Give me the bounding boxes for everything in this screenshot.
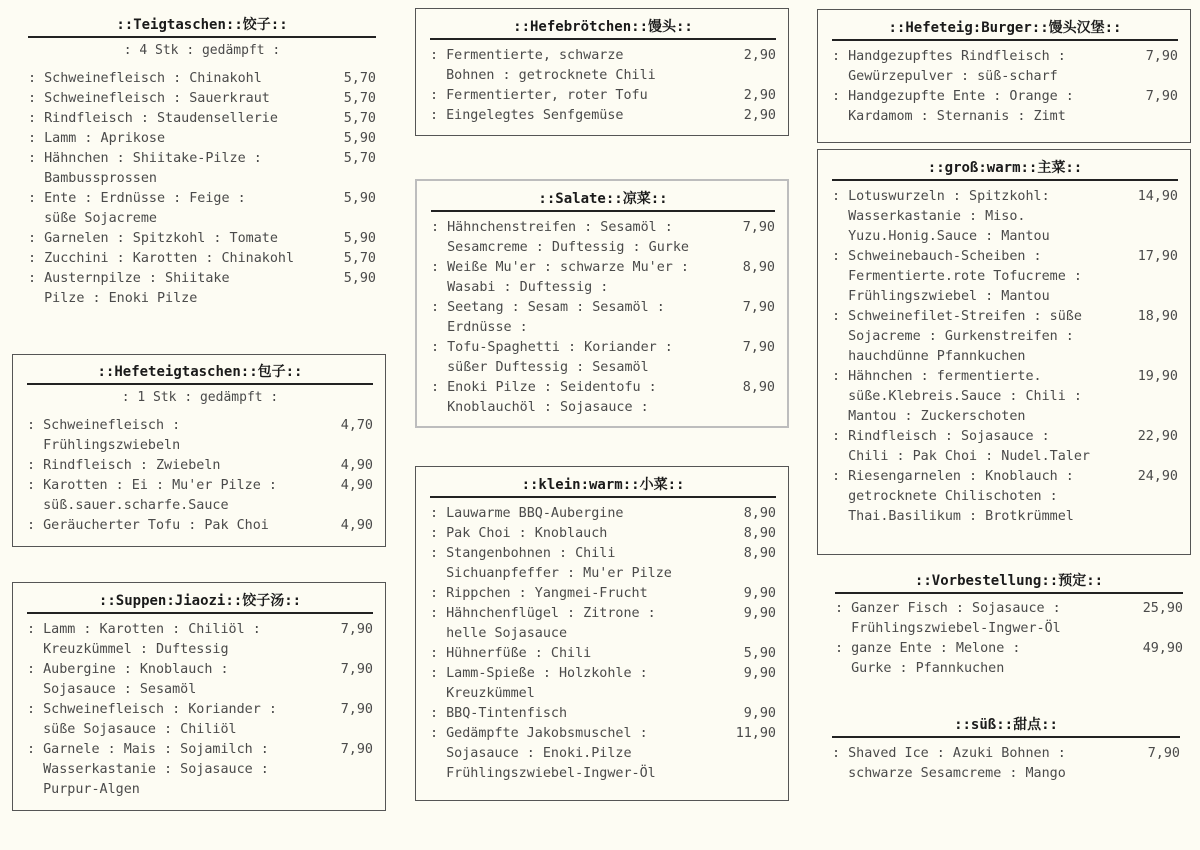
item-price: 7,90 [340,742,373,757]
item-price: 8,90 [743,546,776,561]
item-description: Hähnchen : fermentierte. süße.Klebreis.Sauce : Chili : Mantou : Zuckerschoten [848,369,1082,424]
item-description: Handgezupfte Ente : Orange : Kardamom : Sternanis : Zimt [848,89,1074,124]
menu-item [832,87,1178,127]
item-price: 7,90 [340,662,373,677]
item-description: Garnele : Mais : Sojamilch : Wasserkastanie : Sojasauce : Purpur-Algen [43,742,269,797]
item-bullet: : [27,622,44,637]
item-bullet: : [27,742,44,757]
item-description: Garnelen : Spitzkohl : Tomate [44,231,278,246]
item-price: 7,90 [340,622,373,637]
item-price: 5,90 [343,131,376,146]
menu-item [28,269,376,309]
item-description: Lamm : Aprikose [44,131,166,146]
menu-item [27,516,373,536]
item-description: Hühnerfüße : Chili [446,646,592,661]
item-description: Eingelegtes Senfgemüse [446,108,624,123]
item-price: 5,70 [343,251,376,266]
item-description: Lotuswurzeln : Spitzkohl: Wasserkastanie : Miso. Yuzu.Honig.Sauce : Mantou [848,189,1050,244]
item-bullet: : [430,706,447,721]
menu-item [430,106,776,126]
item-description: Seetang : Sesam : Sesamöl : Erdnüsse : [447,300,665,335]
menu-item [430,704,776,724]
section-title: ::Hefeteigtaschen::包子:: [27,363,373,385]
item-bullet: : [28,91,45,106]
menu-item [28,109,376,129]
item-price: 2,90 [743,108,776,123]
menu-item [430,604,776,644]
item-price: 18,90 [1137,309,1178,324]
item-description: Fermentierte, schwarze Bohnen : getrocknete Chili [446,48,656,83]
item-bullet: : [430,606,447,621]
menu-item [832,47,1178,87]
section-gross-warm [817,149,1191,555]
menu-item [835,639,1183,679]
item-description: Ente : Erdnüsse : Feige : süße Sojacreme [44,191,246,226]
item-bullet: : [431,260,448,275]
item-price: 2,90 [743,88,776,103]
item-description: Tofu-Spaghetti : Koriander : süßer Duftessig : Sesamöl [447,340,673,375]
menu-item [430,664,776,704]
menu-item [27,476,373,516]
item-price: 22,90 [1137,429,1178,444]
item-description: Rindfleisch : Sojasauce : Chili : Pak Choi : Nudel.Taler [848,429,1090,464]
item-price: 17,90 [1137,249,1178,264]
menu-item [430,584,776,604]
item-bullet: : [27,518,44,533]
item-description: Schweinefilet-Streifen : süße Sojacreme : Gurkenstreifen : hauchdünne Pfannkuchen [848,309,1082,364]
item-bullet: : [430,726,447,741]
item-bullet: : [430,88,447,103]
item-bullet: : [835,601,852,616]
menu-item [28,189,376,229]
menu-item [28,89,376,109]
item-description: Austernpilze : Shiitake Pilze : Enoki Pilze [44,271,230,306]
section-title: ::Hefebrötchen::馒头:: [430,18,776,40]
item-description: Fermentierter, roter Tofu [446,88,648,103]
section-suppen [12,582,386,811]
section-salate [415,179,789,428]
menu-item [430,46,776,86]
menu-item [835,599,1183,639]
item-price: 2,90 [743,48,776,63]
item-description: Weiße Mu'er : schwarze Mu'er : Wasabi : Duftessig : [447,260,689,295]
item-description: ganze Ente : Melone : Gurke : Pfannkuchen [851,641,1021,676]
section-title: ::Salate::凉菜:: [431,190,775,212]
item-price: 4,90 [340,478,373,493]
item-price: 5,70 [343,71,376,86]
item-bullet: : [28,71,45,86]
item-bullet: : [431,340,448,355]
item-price: 8,90 [742,260,775,275]
item-bullet: : [28,191,45,206]
menu-item [431,218,775,258]
item-description: Riesengarnelen : Knoblauch : getrocknete Chilischoten : Thai.Basilikum : Brotkrümmel [848,469,1074,524]
item-bullet: : [27,702,44,717]
item-price: 49,90 [1142,641,1183,656]
item-price: 9,90 [743,586,776,601]
section-title: ::Hefeteig:Burger::馒头汉堡:: [832,19,1178,41]
item-list [431,218,775,418]
item-bullet: : [27,418,44,433]
item-description: Ganzer Fisch : Sojasauce : Frühlingszwiebel-Ingwer-Öl [851,601,1061,636]
item-price: 19,90 [1137,369,1178,384]
item-description: Schweinefleisch : Frühlingszwiebeln [43,418,181,453]
item-bullet: : [832,309,849,324]
item-description: BBQ-Tintenfisch [446,706,568,721]
item-description: Geräucherter Tofu : Pak Choi [43,518,269,533]
menu-item [832,427,1178,467]
section-vorbestellung [835,572,1183,679]
item-bullet: : [28,251,45,266]
item-price: 24,90 [1137,469,1178,484]
item-bullet: : [431,220,448,235]
item-description: Rippchen : Yangmei-Frucht [446,586,648,601]
item-bullet: : [27,478,44,493]
item-bullet: : [835,641,852,656]
item-price: 7,90 [742,340,775,355]
item-list [430,504,776,784]
section-title: ::klein:warm::小菜:: [430,476,776,498]
menu-item [430,544,776,584]
item-bullet: : [430,108,447,123]
menu-item [27,620,373,660]
section-subtitle: : 1 Stk : gedämpft : [121,390,279,405]
section-subtitle: : 4 Stk : gedämpft : [123,43,281,58]
item-description: Handgezupftes Rindfleisch : Gewürzepulver : süß-scharf [848,49,1066,84]
item-description: Hähnchenflügel : Zitrone : helle Sojasauce [446,606,656,641]
item-price: 5,90 [343,271,376,286]
item-price: 7,90 [742,220,775,235]
item-bullet: : [832,469,849,484]
menu-item [430,504,776,524]
item-bullet: : [28,151,45,166]
menu-item [832,367,1178,427]
menu-item [28,149,376,189]
item-description: Lamm : Karotten : Chiliöl : Kreuzkümmel : Duftessig [43,622,261,657]
item-description: Stangenbohnen : Chili Sichuanpfeffer : Mu'er Pilze [446,546,672,581]
menu-item [832,744,1180,784]
menu-item [431,298,775,338]
section-burger [817,9,1191,143]
item-price: 5,90 [343,191,376,206]
menu-item [28,249,376,269]
item-price: 5,90 [343,231,376,246]
item-bullet: : [430,526,447,541]
item-price: 7,90 [1145,49,1178,64]
section-title: ::groß:warm::主菜:: [832,159,1178,181]
section-klein-warm [415,466,789,801]
item-price: 8,90 [742,380,775,395]
item-bullet: : [832,89,849,104]
item-bullet: : [430,506,447,521]
section-hefeteigtaschen [12,354,386,547]
item-bullet: : [430,546,447,561]
item-price: 7,90 [340,702,373,717]
item-bullet: : [430,666,447,681]
item-description: Shaved Ice : Azuki Bohnen : schwarze Sesamcreme : Mango [848,746,1066,781]
item-description: Aubergine : Knoblauch : Sojasauce : Sesamöl [43,662,229,697]
menu-item [27,660,373,700]
item-bullet: : [832,49,849,64]
section-hefebroetchen [415,8,789,136]
item-description: Hähnchenstreifen : Sesamöl : Sesamcreme : Duftessig : Gurke [447,220,689,255]
item-list [832,744,1180,784]
menu-item [27,456,373,476]
menu-item [27,740,373,800]
item-list [832,47,1178,127]
item-price: 5,70 [343,111,376,126]
item-bullet: : [832,249,849,264]
item-price: 4,90 [340,518,373,533]
section-title: ::süß::甜点:: [832,716,1180,738]
item-price: 5,70 [343,91,376,106]
item-bullet: : [832,189,849,204]
section-title: ::Vorbestellung::预定:: [835,572,1183,594]
item-price: 8,90 [743,506,776,521]
item-description: Zucchini : Karotten : Chinakohl [44,251,295,266]
item-price: 8,90 [743,526,776,541]
item-bullet: : [430,586,447,601]
item-price: 9,90 [743,706,776,721]
menu-item [430,724,776,784]
menu-item [28,229,376,249]
menu-item [832,307,1178,367]
item-price: 25,90 [1142,601,1183,616]
item-description: Lauwarme BBQ-Aubergine [446,506,624,521]
item-bullet: : [431,300,448,315]
menu-item [431,258,775,298]
item-price: 5,70 [343,151,376,166]
section-title: ::Teigtaschen::饺子:: [28,16,376,38]
item-list [430,46,776,126]
item-list [28,69,376,309]
item-price: 5,90 [743,646,776,661]
item-description: Lamm-Spieße : Holzkohle : Kreuzkümmel [446,666,648,701]
item-bullet: : [28,271,45,286]
menu-item [430,524,776,544]
menu-item [430,86,776,106]
menu-item [28,69,376,89]
item-bullet: : [28,131,45,146]
item-list [27,416,373,536]
item-bullet: : [27,458,44,473]
item-bullet: : [430,48,447,63]
item-bullet: : [832,369,849,384]
item-description: Schweinefleisch : Chinakohl [44,71,262,86]
item-bullet: : [832,746,849,761]
menu-item [27,416,373,456]
section-title: ::Suppen:Jiaozi::饺子汤:: [27,592,373,614]
menu-item [431,378,775,418]
item-bullet: : [430,646,447,661]
item-price: 7,90 [1147,746,1180,761]
item-list [835,599,1183,679]
item-description: Enoki Pilze : Seidentofu : Knoblauchöl : Sojasauce : [447,380,657,415]
item-price: 4,90 [340,458,373,473]
item-description: Hähnchen : Shiitake-Pilze : Bambussprossen [44,151,262,186]
item-description: Rindfleisch : Staudensellerie [44,111,278,126]
item-description: Schweinefleisch : Sauerkraut [44,91,270,106]
section-suess [832,716,1180,784]
item-bullet: : [431,380,448,395]
item-bullet: : [28,111,45,126]
item-price: 4,70 [340,418,373,433]
menu-item [832,187,1178,247]
item-price: 11,90 [735,726,776,741]
item-price: 9,90 [743,606,776,621]
menu-item [832,467,1178,527]
item-price: 14,90 [1137,189,1178,204]
item-price: 9,90 [743,666,776,681]
item-bullet: : [28,231,45,246]
menu-item [431,338,775,378]
section-teigtaschen [28,16,376,309]
item-description: Schweinefleisch : Koriander : süße Sojasauce : Chiliöl [43,702,277,737]
item-list [832,187,1178,527]
item-description: Pak Choi : Knoblauch [446,526,608,541]
item-list [27,620,373,800]
menu-item [430,644,776,664]
menu-item [28,129,376,149]
item-price: 7,90 [1145,89,1178,104]
item-price: 7,90 [742,300,775,315]
item-bullet: : [27,662,44,677]
item-description: Gedämpfte Jakobsmuschel : Sojasauce : Enoki.Pilze Frühlingszwiebel-Ingwer-Öl [446,726,656,781]
menu-item [27,700,373,740]
item-bullet: : [832,429,849,444]
item-description: Karotten : Ei : Mu'er Pilze : süß.sauer.scharfe.Sauce [43,478,277,513]
item-description: Schweinebauch-Scheiben : Fermentierte.rote Tofucreme : Frühlingszwiebel : Mantou [848,249,1082,304]
item-description: Rindfleisch : Zwiebeln [43,458,221,473]
menu-item [832,247,1178,307]
